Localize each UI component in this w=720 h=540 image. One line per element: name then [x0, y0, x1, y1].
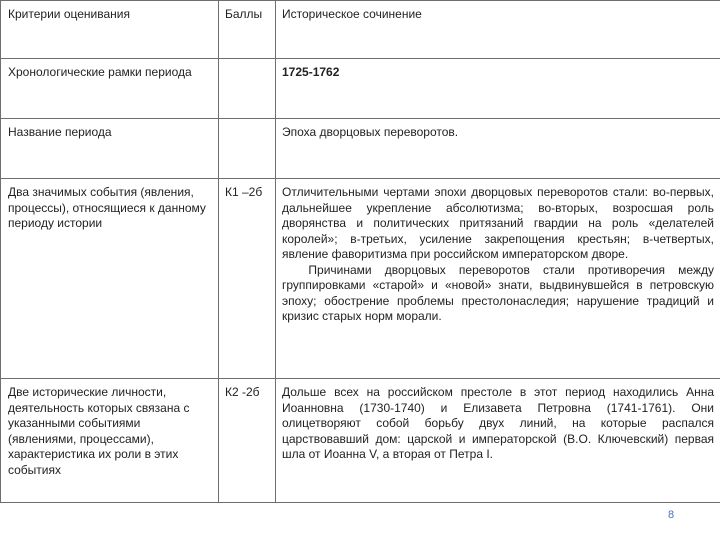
header-essay: Историческое сочинение	[276, 1, 720, 59]
row-points-chronology	[219, 59, 276, 119]
table-row-period-name	[1, 119, 720, 179]
row-points-personalities: К2 -2б	[219, 379, 276, 503]
table-row-chronology	[1, 59, 720, 119]
row-criteria-period-name: Название периода	[1, 119, 219, 179]
row-points-events: К1 –2б	[219, 179, 276, 379]
personalities-paragraph: Дольше всех на российском престоле в этот период находились Анна Иоанновна (1730-1740) и Елизавета Петровна (1741-1761). Они олицетворяют собой борьбу двух линий, на которые распался царствовавший дом: царской и императорской (В.О. Ключевский) первая шла от Иоанна V, а вторая от Петра I.	[282, 385, 714, 461]
header-criteria: Критерии оценивания	[1, 1, 219, 59]
events-paragraph-1: Отличительными чертами эпохи дворцовых переворотов стали: во-первых, дальнейшее укрепление абсолютизма; во-вторых, возросшая роль дворянства и политических притязаний гвардии на роль «делателей королей»; в-третьих, усиление закрепощения крестьян; в-четвертых, явление фаворитизма при российском императорском дворе.	[282, 185, 714, 261]
row-essay-chronology: 1725-1762	[276, 59, 720, 119]
row-criteria-events: Два значимых события (явления, процессы), относящиеся к данному периоду истории	[1, 179, 219, 379]
row-criteria-personalities: Две исторические личности, деятельность которых связана с указанными событиями (явлениями, процессами), характеристика их роли в этих событиях	[1, 379, 219, 503]
row-points-period-name	[219, 119, 276, 179]
header-points: Баллы	[219, 1, 276, 59]
table-row-events	[1, 179, 720, 379]
row-essay-events	[276, 179, 720, 379]
events-paragraph-2: Причинами дворцовых переворотов стали противоречия между группировками «старой» и «новой» знати, выдвинувшейся в петровскую эпоху; обострение проблемы престолонаследия; нарушение традиций и кризис старых норм морали.	[282, 262, 714, 323]
page-number: 8	[668, 509, 675, 521]
row-criteria-chronology: Хронологические рамки периода	[1, 59, 219, 119]
row-essay-period-name: Эпоха дворцовых переворотов.	[276, 119, 720, 179]
row-essay-personalities	[276, 379, 720, 503]
table-header-row	[1, 1, 720, 59]
table-row-personalities	[1, 379, 720, 503]
